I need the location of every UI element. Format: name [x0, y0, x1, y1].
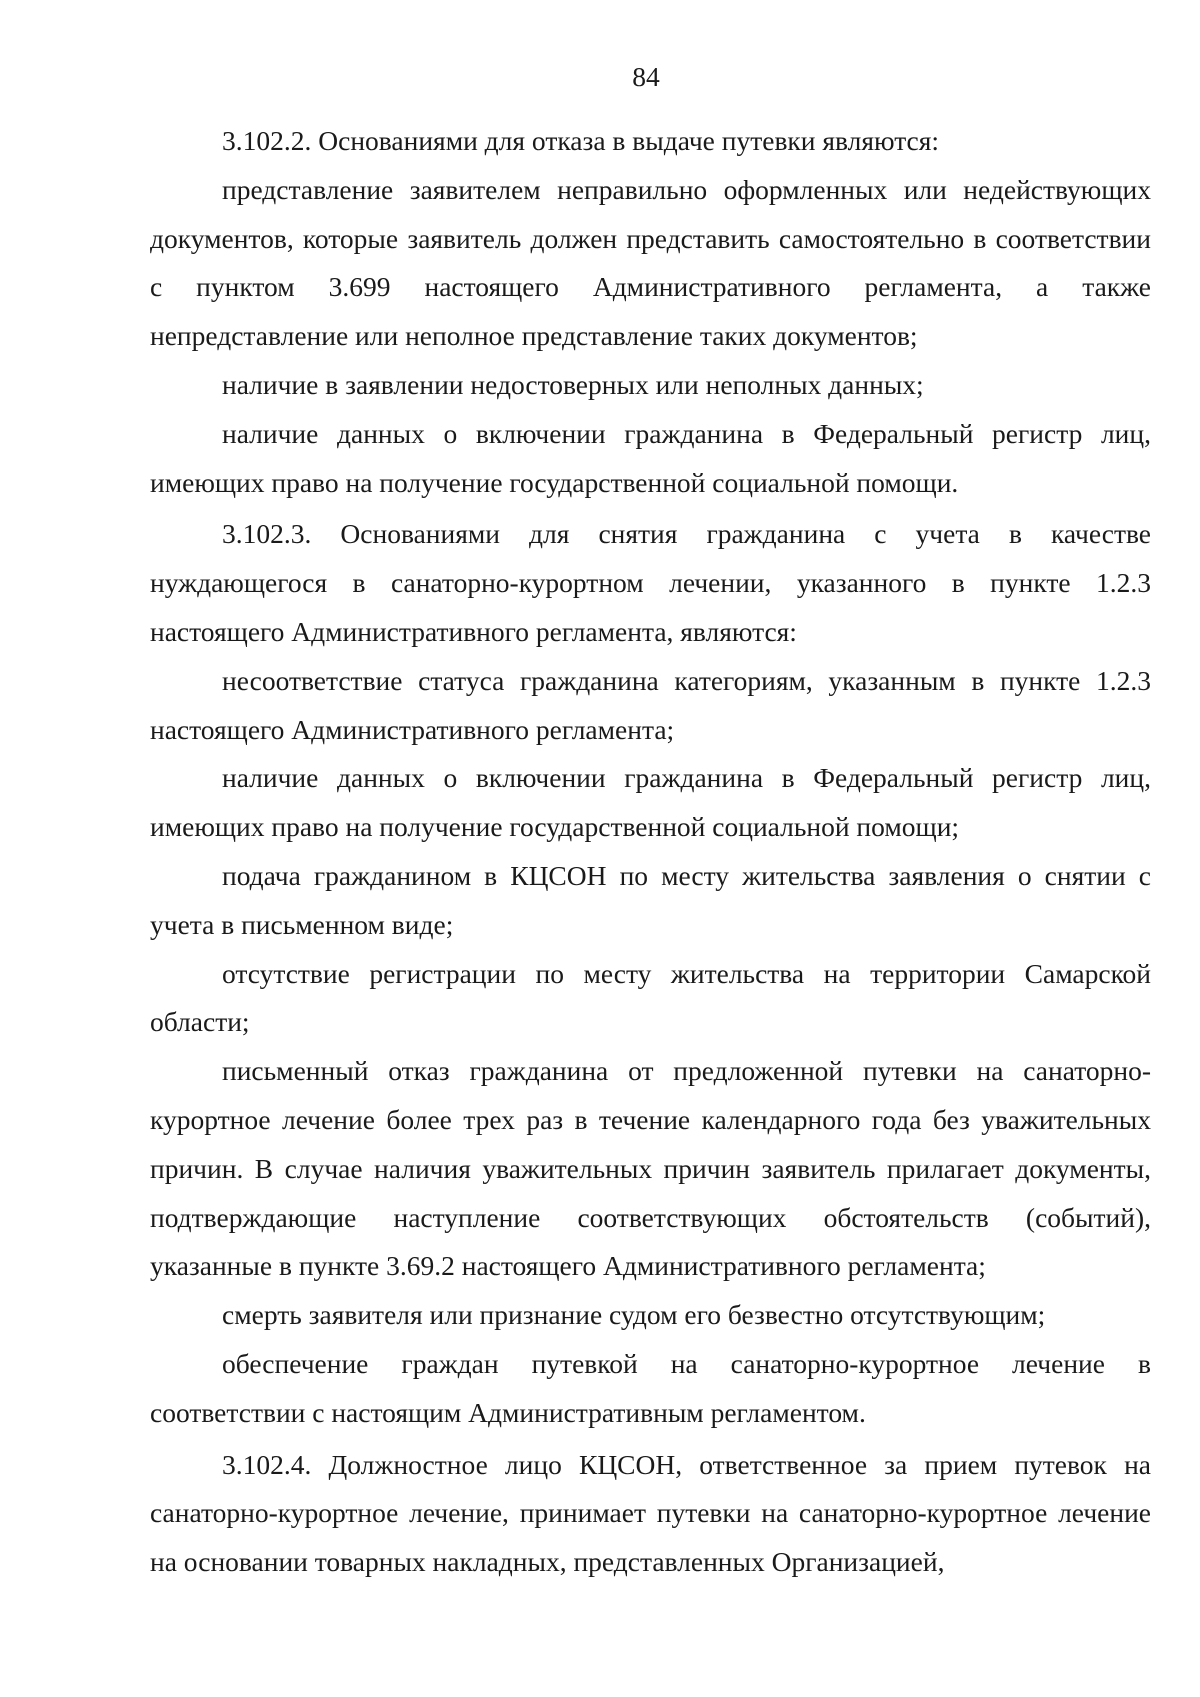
list-item: несоответствие статуса гражданина категориям, указанным в пункте 1.2.3 настоящего Административного регламента;	[150, 664, 1151, 745]
list-item: смерть заявителя или признание судом его безвестно отсутствующим;	[222, 1299, 1046, 1331]
list-item: наличие в заявлении недостоверных или неполных данных;	[222, 368, 924, 400]
paragraph-3-102-2: 3.102.2. Основаниями для отказа в выдаче путевки являются:	[222, 125, 940, 156]
list-item: представление заявителем неправильно оформленных или недействующих документов, которые заявитель должен представить самостоятельно в соответствии с пунктом 3.699 настоящего Административного регламента, а также непредставление или неполное представление таких документов;	[150, 173, 1151, 352]
list-item: наличие данных о включении гражданина в Федеральный регистр лиц, имеющих право на получение государственной социальной помощи;	[150, 762, 1151, 843]
list-item: отсутствие регистрации по месту жительства на территории Самарской области;	[150, 957, 1151, 1038]
list-item: письменный отказ гражданина от предложенной путевки на санаторно-курортное лечение более трех раз в течение календарного года без уважительных причин. В случае наличия уважительных причин заявитель прилагает документы, подтверждающие наступление соответствующих обстоятельств (событий), указанные в пункте 3.69.2 настоящего Административного регламента;	[150, 1055, 1151, 1282]
list-item: обеспечение граждан путевкой на санаторно-курортное лечение в соответствии с настоящим Административным регламентом.	[150, 1347, 1151, 1428]
list-item: наличие данных о включении гражданина в Федеральный регистр лиц, имеющих право на получение государственной социальной помощи.	[150, 417, 1151, 498]
document-body	[150, 117, 1151, 1587]
paragraph-3-102-4: 3.102.4. Должностное лицо КЦСОН, ответственное за прием путевок на санаторно-курортное лечение, принимает путевки на санаторно-курортное лечение на основании товарных накладных, представленных Организацией,	[150, 1448, 1151, 1578]
paragraph-3-102-3: 3.102.3. Основаниями для снятия гражданина с учета в качестве нуждающегося в санаторно-курортном лечении, указанного в пункте 1.2.3 настоящего Административного регламента, являются:	[150, 518, 1151, 647]
list-item: подача гражданином в КЦСОН по месту жительства заявления о снятии с учета в письменном виде;	[150, 859, 1151, 940]
page-number: 84	[632, 61, 660, 92]
